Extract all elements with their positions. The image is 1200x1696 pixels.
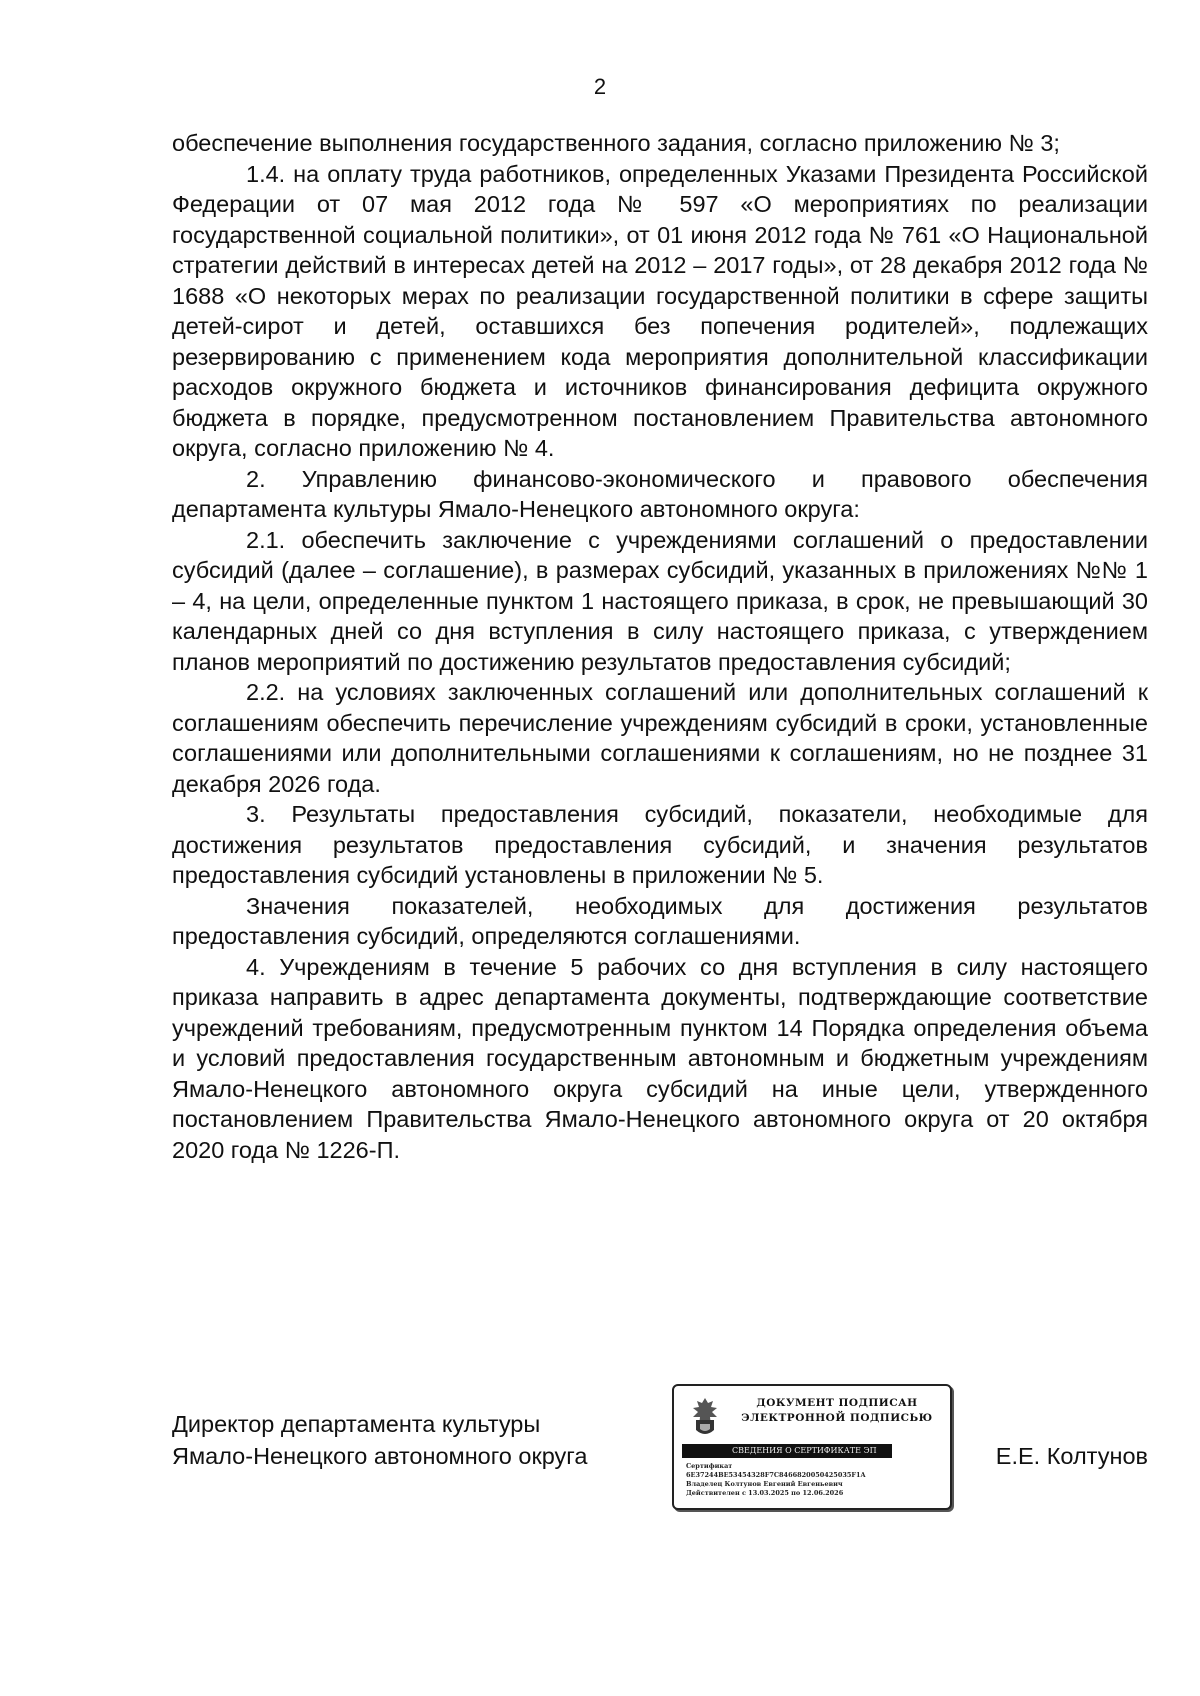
stamp-title-line2: ЭЛЕКТРОННОЙ ПОДПИСЬЮ: [741, 1412, 933, 1424]
paragraph-4: 4. Учреждениям в течение 5 рабочих со дня вступления в силу настоящего приказа направить в адрес департамента документы, подтверждающие соответствие учреждений требованиям, предусмотренным пунктом 14 Порядка определения объема и условий предоставления государственным автономным и бюджетным учреждениям Ямало-Ненецкого автономного округа субсидий на иные цели, утвержденного постановлением Правительства Ямало-Ненецкого автономного округа от 20 октября 2020 года № 1226-П.: [172, 953, 1148, 1163]
certificate-bar: СВЕДЕНИЯ О СЕРТИФИКАТЕ ЭП: [682, 1444, 892, 1458]
signer-position: [172, 1408, 587, 1472]
coat-of-arms-icon: [688, 1396, 722, 1440]
signer-position-line1: Директор департамента культуры: [172, 1411, 541, 1437]
paragraph-3-values: Значения показателей, необходимых для достижения результатов предоставления субсидий, определяются соглашениями.: [172, 892, 1148, 949]
paragraph-2: 2. Управлению финансово-экономического и правового обеспечения департамента культуры Ямало-Ненецкого автономного округа:: [172, 465, 1148, 522]
signature-block: [172, 1384, 1148, 1514]
stamp-title-line1: ДОКУМЕНТ ПОДПИСАН: [756, 1397, 918, 1409]
paragraph-2-1: 2.1. обеспечить заключение с учреждениями соглашений о предоставлении субсидий (далее – соглашение), в размерах субсидий, указанных в приложениях №№ 1 – 4, на цели, определенные пунктом 1 настоящего приказа, в срок, не превышающий 30 календарных дней со дня вступления в силу настоящего приказа, с утверждением планов мероприятий по достижению результатов предоставления субсидий;: [172, 526, 1148, 675]
certificate-validity: Действителен с 13.03.2025 по 12.06.2026: [686, 1489, 844, 1497]
certificate-number: 6E37244BE53454328F7C8466820050425035F1A: [686, 1471, 866, 1479]
paragraph-3: 3. Результаты предоставления субсидий, показатели, необходимые для достижения результатов предоставления субсидий, и значения результатов предоставления субсидий установлены в приложении № 5.: [172, 801, 1148, 888]
certificate-label: Сертификат: [686, 1462, 733, 1470]
paragraph-1-4: 1.4. на оплату труда работников, определенных Указами Президента Российской Федерации от 07 мая 2012 года № 597 «О мероприятиях по реализации государственной социальной политики», от 01 июня 2012 года № 761 «О Национальной стратегии действий в интересах детей на 2012 – 2017 годы», от 28 декабря 2012 года № 1688 «О некоторых мерах по реализации государственной политики в сфере защиты детей-сирот и детей, оставшихся без попечения родителей», подлежащих резервированию с применением кода мероприятия дополнительной классификации расходов окружного бюджета и источников финансирования дефицита окружного бюджета в порядке, предусмотренном постановлением Правительства автономного округа, согласно приложению № 4.: [172, 160, 1148, 461]
paragraph-2-2: 2.2. на условиях заключенных соглашений или дополнительных соглашений к соглашениям обеспечить перечисление учреждениям субсидий в сроки, установленные соглашениями или дополнительными соглашениями к соглашениям, но не позднее 31 декабря 2026 года.: [172, 679, 1148, 797]
certificate-owner: Владелец Колтунов Евгений Евгеньевич: [686, 1480, 843, 1488]
stamp-title: [732, 1396, 942, 1426]
signer-name: Е.Е. Колтунов: [995, 1443, 1148, 1469]
paragraph-continuation: обеспечение выполнения государственного задания, согласно приложению № 3;: [172, 130, 1060, 156]
page-number: 2: [593, 74, 607, 99]
signer-position-line2: Ямало-Ненецкого автономного округа: [172, 1443, 588, 1469]
electronic-signature-stamp: [672, 1384, 952, 1510]
document-body: [172, 128, 1148, 1165]
